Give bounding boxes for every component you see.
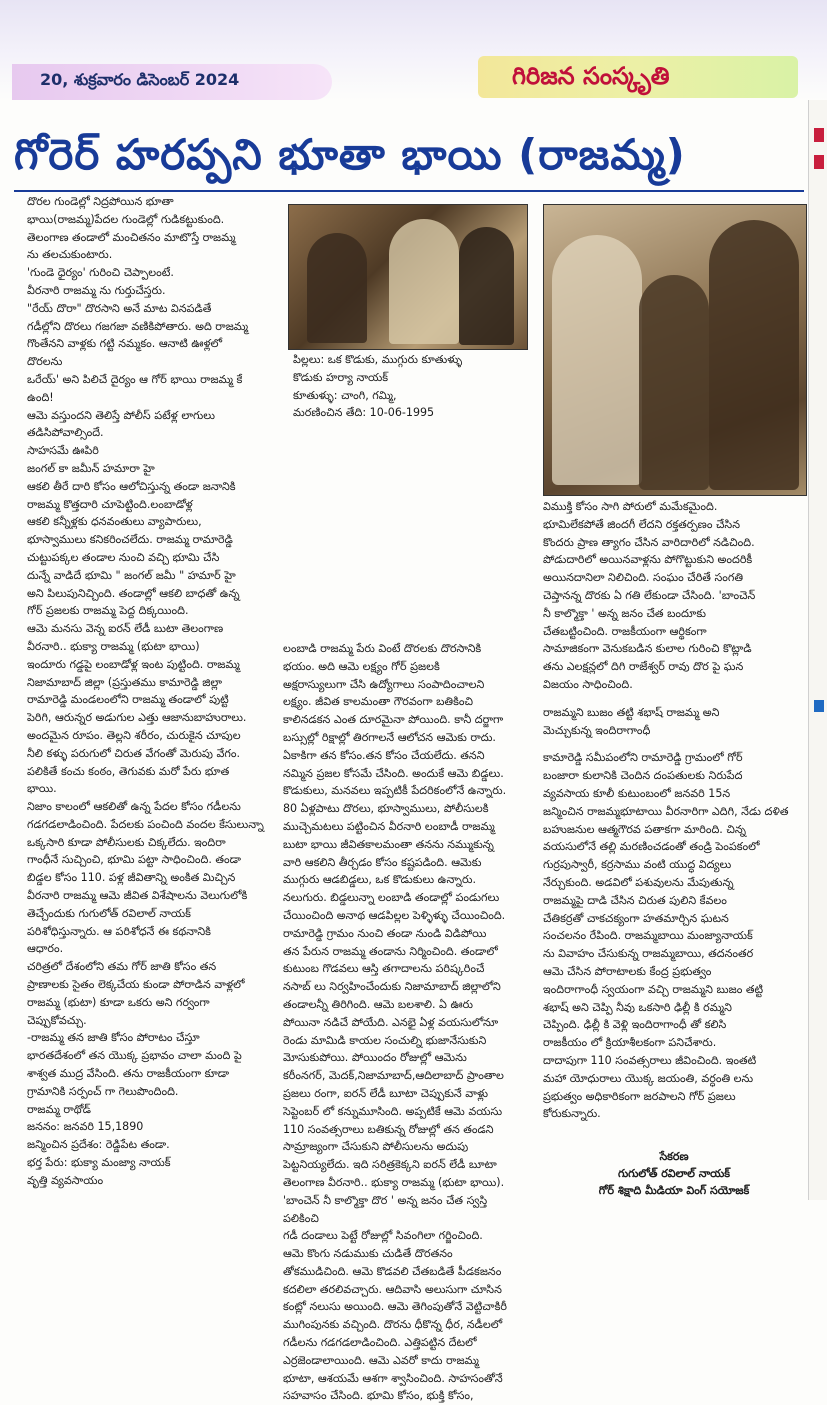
article-line (543, 694, 803, 704)
article-line: కుటుంబ గొడవలు ఆస్తి తగాదాలను పరిష్కరించే (283, 962, 485, 976)
article-line: తెలంగాణ వీరనారి.. భుక్యా రాజమ్మ (భుటా భాయి). (283, 1175, 505, 1189)
article-line: అందమైన రూపం. తెల్లని శరీరం, చురుకైన చూపుల (27, 728, 241, 742)
article-line: తను ఎలక్షన్లలో దిగి రాజేశ్వర్ రావు దొర పై ఘన (543, 660, 744, 674)
article-line: రామారెడ్డి గ్రామం నుంచి తండా నుండి విడిపోయి (283, 926, 487, 940)
article-line: "రేయ్ దొరా" దొరసాని అనే మాట వినపడితే (27, 301, 212, 315)
article-line: గడీలను గడగడలాడించింది. ఎత్తిపట్టిన దేటలో (283, 1336, 477, 1350)
headline-rule (14, 190, 804, 192)
article-line: మహా యోధురాలు యొక్క జయంతి, వర్ధంతి లను (543, 1071, 754, 1085)
article-line: 'గుండె ధైర్యం' గురించి చెప్పాలంటే. (27, 266, 174, 280)
article-line: రాజమ్మ (భుటా) కూడా ఒకరు అని గర్వంగా (27, 995, 210, 1009)
article-line: మెచ్చుకున్న ఇందిరాగాంధీ (543, 723, 651, 737)
article-line: చెప్పింది. ఢిల్లీ కి వెళ్లి ఇందిరాగాంధీ తో కలిసి (543, 1018, 727, 1032)
article-line: ఇందూరు గడ్డపై లంబాడోళ్ల ఇంట పుట్టింది. రాజమ్మ (27, 657, 240, 671)
article-line (543, 739, 803, 749)
article-line: కాలినడకన ఎంత దూరమైనా పోయింది. కానీ దర్జాగా (283, 713, 504, 727)
photo-figure (552, 235, 642, 485)
article-line: నేర్చుకుంది. అడవిలో పశువులను మేపుతున్న (543, 875, 734, 889)
article-line: జన్మించిన ప్రదేశం: రెడ్డిపేట తండా. (27, 1138, 170, 1152)
article-line: ఉంది! (27, 390, 54, 404)
article-line: ఒక్కసారి కూడా పోలీసులకు చిక్కలేదు. ఇందిరా (27, 835, 226, 849)
article-line: ఒరేయ్' అని పిలిచే దైర్యం ఆ గోర్ భాయి రాజమ్మ కే (27, 372, 243, 386)
article-line: దొరల గుండెల్లో నిద్రపోయిన భూతా (27, 195, 174, 208)
article-line: చేతికర్రతో చాకచక్యంగా హతమార్చిన ఘటన (543, 911, 729, 925)
article-line: కామారెడ్డి సమీపంలోని రామారెడ్డి గ్రామంలో గోర్ (543, 751, 743, 765)
article-line: రాజమ్మ కొత్తదారి చూపెట్టింది.లంబాడోళ్ల (27, 497, 193, 511)
article-line: ప్రజలు రంగా, ఐరన్ లేడీ బూటా చెప్పుకునే వాళ్లు (283, 1086, 489, 1100)
article-line: భూమిలేకపోతే జిందగీ లేదని రక్తతర్పణం చేసిన (543, 517, 740, 531)
article-line: సహవాసం చేసింది. భూమి కోసం, భుక్తి కోసం, (283, 1389, 474, 1403)
article-line: బహుజనుల ఆత్మగౌరవ పతాకగా మారింది. చిన్న (543, 822, 746, 836)
article-line: జన్మించిన రాజమ్మభూటాయి వీరనారిగా ఎదిగి, నేడు దళిత (543, 804, 789, 818)
article-line: నమ్మిన ప్రజల కోసమే చేసింది. అందుకే ఆమె బిడ్డలు. (283, 766, 504, 780)
article-line: ఎర్రజెండాలాయింది. ఆమె ఎవరో కాదు రాజమ్మ (283, 1353, 479, 1367)
article-line: గడీల్లోని దొరలు గజగజా వణికిపోతారు. అది రాజమ్మ (27, 319, 249, 333)
article-line: విముక్తి కోసం సాగి పోరులో మమేకమైంది. (543, 500, 718, 513)
caption-line: కొడుకు హర్యా నాయక్ (293, 370, 389, 384)
article-line: శాశ్వత ముద్ర వేసింది. తను రాజకీయంగా కూడా (27, 1067, 230, 1081)
article-line: భాయి. (27, 782, 57, 796)
article-line: ఆమె మనసు వెన్న ఐరన్ లేడీ బుటా తెలంగాణ (27, 622, 224, 636)
credit-author: గుగులోత్ రవిలాల్ నాయక్ (617, 1167, 731, 1180)
article-line: ఆమె చేసిన పోరాటాలకు కేంద్ర ప్రభుత్వం (543, 964, 712, 978)
article-line: భూటా, ఆశయమే ఆశగా శ్వాసించింది. సాహసంతోనే (283, 1371, 503, 1385)
article-line: ఆమె వస్తుందని తెలిస్తే పోలీస్ పటేళ్ల లాగులు (27, 408, 215, 422)
article-line: భారతదేశంలో తన యొక్క ప్రభావం చాలా మంది పై (27, 1049, 242, 1063)
article-line: లక్ష్యం. జీవిత కాలమంతా గౌరవంగా బతికించి (283, 695, 473, 709)
photo-figure (389, 219, 459, 344)
article-line: 'బాంచెన్ నీ కాల్మొక్తా దొర ' అన్న జనం చేత స్వస్తి (283, 1193, 488, 1207)
article-line: వీరనారి.. భుక్యా రాజమ్మ (భుటా భాయి) (27, 639, 200, 653)
article-line: జననం: జనవరి 15,1890 (27, 1120, 144, 1134)
caption-line: మరణించిన తేది: 10-06-1995 (293, 406, 435, 420)
article-line: చేతబట్టించింది. రాజకీయంగా ఆర్థికంగా (543, 624, 707, 638)
article-line: తోకముడిచింది. ఆమె కొడవలి చేతబడితే పీడకజనం (283, 1264, 502, 1278)
article-line: కంట్లో నలుసు అయింది. ఆమె తెగింపుతోనే వెట్టిచాకిరీ (283, 1300, 507, 1314)
article-line: రామారెడ్డి మండలంలోని రాజమ్మ తండాలో పుట్టి (27, 693, 229, 707)
article-line: వ్యవసాయ కూలీ కుటుంబంలో జనవరి 15న (543, 786, 731, 800)
article-line: ముచ్చెమటలు పట్టించిన వీరనారి లంబాడీ రాజమ్మ (283, 819, 495, 833)
photo-figure (459, 227, 514, 345)
adjacent-page-mark (814, 155, 824, 169)
article-line: నసాబ్ లు నిర్వహించేందుకు నిజామాబాద్ జిల్లాలోని (283, 980, 501, 994)
article-line: రాజకీయం లో క్రియాశీలకంగా పనిచేశారు. (543, 1036, 717, 1050)
article-line: విజయం సాధించింది. (543, 677, 633, 691)
article-line: రాజమ్మని బుజం తట్టి శభాష్ రాజమ్మ అని (543, 705, 720, 719)
article-line: పలికించి (283, 1211, 319, 1225)
article-line: ఆమె కొంగు నడుముకు చుడితే దొరతనం (283, 1247, 453, 1261)
article-line: చెప్తానన్న దొరకు ఏ గతి లేకుండా చేసింది. 'బాంచెన్ (543, 588, 756, 602)
photo-figure (709, 220, 799, 490)
article-line: దున్నే వాడిదే భూమి " జంగల్ జమీ " హమార్ హై (27, 568, 236, 582)
article-line: వీరనారి రాజమ్మ ను గుర్తుచేస్తరు. (27, 283, 166, 297)
article-column-3 (543, 498, 803, 1123)
article-column-2 (283, 640, 533, 1405)
article-line: రాజమ్మ రాథోడ్ (27, 1102, 91, 1116)
article-line: నిజామాబాద్ జిల్లా (ప్రస్తుతము కామారెడ్డి జిల్లా (27, 675, 223, 689)
article-line: పలికితే కంచు కంఠం, తెగువకు మరో పేరు భూత (27, 764, 230, 778)
article-line: కరీంనగర్, మెదక్,నిజామాబాద్,ఆదిలాబాద్ ప్రాంతాల (283, 1069, 504, 1083)
article-line: సంచలనం రేపింది. రాజమ్మబాయి మంజ్యానాయక్ (543, 929, 753, 943)
article-line: భాయి(రాజమ్మ)పేదల గుండెల్లో గుడికట్టుకుంది. (27, 212, 225, 226)
article-line: సామాజికంగా వెనుకబడిన కులాల గురించి కొట్లాడి (543, 642, 752, 656)
article-line: శభాష్ అని చెప్పి నీవు ఒకసారి ఢిల్లీ కి రమ్మని (543, 1000, 732, 1014)
article-line: ఆధారం. (27, 942, 64, 956)
article-line: తెలంగాణ తండాలో మంచితనం మాటొస్తే రాజమ్మ (27, 230, 236, 244)
article-line: కొందరు ప్రాణ త్యాగం చేసిన వారిదారిలో నడిచింది. (543, 535, 755, 549)
article-line: నిజాం కాలంలో ఆకలితో ఉన్న పేదల కోసం గడీలను (27, 800, 241, 814)
caption-line: పిల్లలు: ఒక కొడుకు, ముగ్గురు కూతుళ్ళు (293, 353, 463, 366)
credit-role: గోర్ శిక్షాది మీడియా వింగ్ సయోజక్ (598, 1184, 750, 1197)
article-line: పరిశోధిస్తున్నారు. ఆ పరిశోధనే ఈ కథనానికి (27, 924, 211, 938)
article-line: మోసుకుపోయి. పోయిందం రోజుల్లో ఆమెను (283, 1051, 467, 1065)
article-line: భర్త పేరు: భుక్యా మంజ్యా నాయక్ (27, 1156, 171, 1170)
article-line: పోడుదారిలో అయినవాళ్లను పోగొట్టుకుని అందరికీ (543, 553, 753, 567)
article-credit (543, 1148, 805, 1199)
article-line: జంగల్ కా జమీన్ హమారా హై (27, 461, 155, 475)
article-line: తన పేరున రాజమ్మ తండాను నిర్మించింది. తండాలో (283, 944, 498, 958)
article-line: 110 సంవత్సరాలు బతికున్న రోజుల్లో తన తండని (283, 1122, 494, 1136)
article-line: సాహసమే ఊపిరి (27, 444, 99, 458)
article-line: బుటా భాయి జీవితకాలమంతా తనను నమ్ముకున్న (283, 837, 494, 851)
article-line: రాజమ్మపై దాడి చేసిన చిరుత పులిని కేవలం (543, 893, 727, 907)
article-line: తండాలన్నీ తిరిగింది. ఆమె బలశాలి. ఏ ఊరు (283, 997, 474, 1011)
article-headline: గోరెర్ హరప్పని భూతా భాయి (రాజమ్మ) (14, 130, 686, 179)
article-line: ప్రభుత్వం అధికారికంగా జరపాలని గోర్ ప్రజలు (543, 1089, 736, 1103)
credit-label: సేకరణ (659, 1150, 689, 1163)
article-line: ముగింపునకు వచ్చింది. దొరను ధీకొన్న ధీర, నడీలలో (283, 1318, 503, 1332)
article-line: పోయినా నడిచే పోయేది. ఎనభై ఏళ్ల వయసులోనూ (283, 1015, 499, 1029)
historic-photo-handshake (288, 204, 528, 350)
article-line: కదలిలా తరలివచ్చారు. ఆదివాసి అలుసుగా చూసిన (283, 1282, 502, 1296)
photo-caption (293, 351, 531, 422)
article-line: లంబాడి రాజమ్మ పేరు వింటే దొరలకు దొరసానికి (283, 642, 482, 655)
article-line: బస్సుల్లో రిక్షాల్లో తిరగాలనే ఆలోచన ఆమెకు రాదు. (283, 730, 496, 744)
article-line: చరిత్రలో దేశంలోని తమ గోర్ జాతి కోసం తన (27, 960, 217, 974)
adjacent-page-mark (814, 128, 824, 142)
article-line: గొంతేనని వాళ్లకు గట్టి నమ్మకం. ఆనాటి ఊళ్లలో (27, 337, 223, 351)
historic-family-photo (543, 204, 807, 496)
article-line: నీలి కళ్ళు పరుగులో చిరుత వేగంతో మెరుపు వేగం. (27, 746, 241, 760)
article-line: నీ కాల్మొక్తా ' అన్న జనం చేత బందూకు (543, 606, 706, 620)
article-line: కొడుకులు, మనవలు ఇప్పటికీ పేదరికంలోనే ఉన్నారు. (283, 784, 507, 798)
article-line: కోరుకున్నారు. (543, 1107, 601, 1121)
article-line: తడిసిపోవాల్సిందే. (27, 426, 104, 440)
article-line: ఆకలి తీరే దారి కోసం ఆలోచిస్తున్న తండా జనానికి (27, 479, 236, 493)
article-line: భయం. అది ఆమె లక్ష్యం గోర్ ప్రజలకి (283, 659, 440, 673)
article-line: ను తలచుకుంటారు. (27, 248, 113, 262)
article-line: ను వివాహం చేసుకున్న రాజమ్మబాయి, తదనంతర (543, 947, 754, 961)
article-line: నలుగురు. బిడ్డలున్నా లంబాడి తండాల్లో పండుగలు (283, 891, 500, 905)
article-line: పెట్టనియ్యలేదు. ఇది సరిత్రకెక్కని ఐరన్ లేడీ బూటా (283, 1158, 497, 1172)
article-line: అని పిలుపునిచ్చింది. తండాల్లో ఆకలి బాధతో ఉన్న (27, 586, 240, 600)
article-line: భూస్వాములు కనికరించలేదు. రాజమ్మ రామారెడ్డి (27, 533, 233, 547)
article-line: చుట్టుపక్కల తండాల నుంచి వచ్చి భూమి చేసి (27, 550, 220, 564)
article-line: ముగ్గురు ఆడబిడ్డలు, ఒక కొడుకులు ఉన్నారు. (283, 873, 476, 887)
section-title: గిరిజన సంస్కృతి (512, 62, 670, 90)
article-line: -రాజమ్మ తన జాతి కోసం పోరాటం చేస్తూ (27, 1031, 200, 1045)
article-line: గుర్రపుస్వారీ, కర్రసాము వంటి యుద్ధ విద్యలు (543, 858, 732, 872)
article-line: దాదాపుగా 110 సంవత్సరాలు జీవించింది. ఇంతటి (543, 1053, 757, 1067)
article-line: తెచ్చేందుకు గుగులోత్ రవిలాల్ నాయక్ (27, 906, 191, 920)
article-line: వీరనారి రాజమ్మ ఆమె జీవిత విశేషాలను వెలుగులోకి (27, 889, 248, 903)
adjacent-page-edge (808, 100, 827, 1200)
article-line: సెప్టెంబర్ లో కన్నుమూసింది. అప్పటికే ఆమె వయసు (283, 1104, 503, 1118)
article-line: ప్రాణాలకు సైతం లెక్కచేయ కుండా పోరాడిన వాళ్లలో (27, 978, 245, 992)
article-line: దొరలను (27, 355, 63, 369)
article-line: వృత్తి వ్యవసాయం (27, 1173, 104, 1187)
article-line: చెప్పుకోవచ్చు. (27, 1013, 87, 1027)
article-line: వారి ఆకలిని తీర్చడం కోసం కష్టపడింది. ఆమెకు (283, 855, 482, 869)
article-line: బిడ్డల కోసం 110. పళ్ల జీవితాన్ని అంకిత మిచ్చిన (27, 871, 236, 885)
article-line: ఇందిరాగాంధీ స్వయంగా వచ్చి రాజమ్మని బుజం తట్టి (543, 982, 764, 996)
article-line: ఏకాకిగా తన కోసం.తన కోసం చేయలేదు. తనని (283, 748, 485, 762)
photo-figure (307, 233, 367, 343)
issue-date: 20, శుక్రవారం డిసెంబర్ 2024 (40, 70, 240, 89)
article-line: పెరిగి, ఆరున్నర అడుగుల ఎత్తు ఆజానుబాహురాలు. (27, 711, 247, 725)
article-line: ఆకలి కన్నీళ్లకు ధనవంతులు వ్యాపారులు, (27, 515, 202, 529)
adjacent-page-mark (814, 700, 824, 712)
article-line: రెండు మామిడి కాయల సంచుల్ని భుజానేసుకుని (283, 1033, 487, 1047)
article-line: గాంధీనే సుచ్చించి, భూమి పట్టా సాధించింది. తండా (27, 853, 241, 867)
article-line: వయసులోనే తల్లి మరణించడంతో తండ్రి పెంపకంలో (543, 840, 760, 854)
article-line: గ్రామానికి సర్పంచ్ గా గెలుపొందింది. (27, 1084, 179, 1098)
caption-line: కూతుళ్ళు: చాంగి, గమ్మి, (293, 388, 397, 402)
article-line: గడీ దండాలు పెట్టే రోజుల్లో సివంగిలా గర్జించింది. (283, 1229, 483, 1243)
article-line: అక్షరాస్యులుగా చేసి ఉద్యోగాలు సంపాదించాలని (283, 677, 485, 691)
article-line: బంజారా కులానికి చెందిన దంపతులకు నిరుపేద (543, 769, 743, 783)
article-line: 80 ఏళ్లపాటు దొరలు, భూస్వాములు, పోలీసులకి (283, 802, 489, 816)
photo-figure (639, 275, 709, 490)
article-line: గోర్ ప్రజలకు రాజమ్మ పెద్ద దిక్కయింది. (27, 604, 189, 618)
article-column-1 (27, 193, 272, 1190)
article-line: చేయించింది అనాథ ఆడపిల్లల పెళ్ళిళ్ళు చేయించింది. (283, 908, 506, 922)
article-line: అయినదానిలా నిలిచింది. సంఘం చేరితే సంగతి (543, 571, 744, 585)
article-line: గడగడలాడించింది. పేదలకు పంచింది వందల కేసులున్నా (27, 817, 264, 831)
article-line: సామ్రాజ్యంగా చేసుకుని పోలీసులను అదుపు (283, 1140, 469, 1154)
